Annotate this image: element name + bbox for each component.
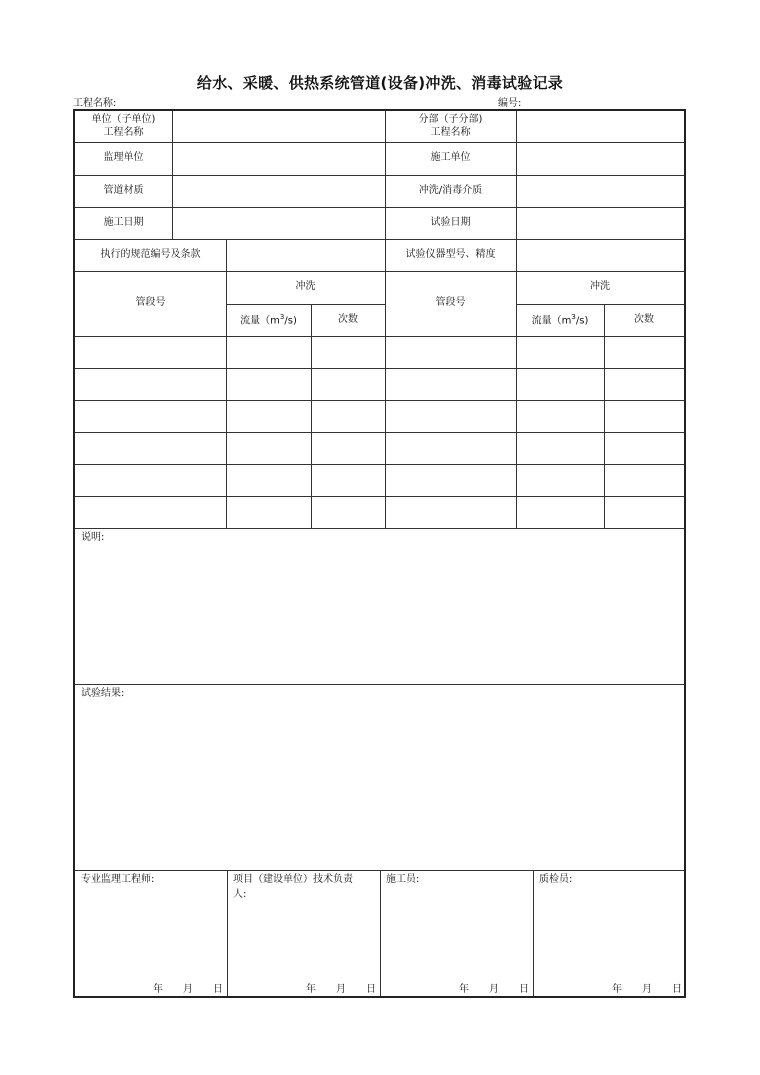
- sub-project-value[interactable]: [516, 111, 684, 142]
- date-month: 月: [642, 984, 652, 995]
- owner-tech-label-line1: 项目（建设单位）技术负责: [233, 874, 353, 885]
- flow-header-suffix: /s): [575, 314, 589, 326]
- construction-unit-value[interactable]: [516, 142, 684, 175]
- column-divider: [380, 870, 381, 996]
- flush-medium-value[interactable]: [516, 175, 684, 207]
- unit-project-label: [75, 111, 172, 142]
- sub-project-label-line1: 分部（子分部): [418, 114, 483, 125]
- flush-medium-label: 冲洗/消毒介质: [418, 184, 483, 196]
- row-divider: [75, 400, 684, 401]
- date-year: 年: [153, 984, 163, 995]
- form-title: 给水、采暖、供热系统管道(设备)冲洗、消毒试验记录: [196, 74, 564, 92]
- flush-header: 冲洗: [295, 281, 316, 293]
- column-divider: [533, 870, 534, 996]
- row-divider: [75, 432, 684, 433]
- sub-project-label-line2: 工程名称: [430, 126, 471, 138]
- construction-date-label: 施工日期: [103, 216, 144, 228]
- row-divider: [75, 336, 684, 337]
- inspector-signature-label: 质检员:: [539, 874, 573, 885]
- date-day: 日: [366, 984, 376, 995]
- owner-tech-label-line2: 人:: [233, 888, 247, 900]
- pipe-material-value[interactable]: [172, 175, 385, 207]
- result-area[interactable]: [75, 684, 684, 870]
- serial-number-label: 编号:: [498, 98, 522, 109]
- standard-label: 执行的规范编号及条款: [100, 248, 201, 260]
- date-month: 月: [183, 984, 193, 995]
- supervisor-date: [153, 983, 223, 998]
- flow-header-prefix: 流量（m: [531, 314, 572, 326]
- date-day: 日: [213, 984, 223, 995]
- notes-area[interactable]: [75, 528, 684, 684]
- test-date-value[interactable]: [516, 207, 684, 239]
- times-header: 次数: [338, 313, 358, 325]
- supervision-unit-label: 监理单位: [103, 152, 144, 164]
- owner-tech-signature-label: [233, 873, 377, 902]
- row-divider: [75, 464, 684, 465]
- date-year: 年: [306, 984, 316, 995]
- test-date-label: 试验日期: [430, 216, 471, 228]
- record-form: [73, 109, 686, 998]
- date-day: 日: [672, 984, 682, 995]
- owner-tech-date: [306, 983, 376, 998]
- row-divider: [75, 496, 684, 497]
- unit-project-label-line1: 单位（子单位): [91, 114, 156, 125]
- date-day: 日: [519, 984, 529, 995]
- project-name-label: 工程名称:: [73, 98, 117, 109]
- column-divider: [311, 304, 312, 528]
- row-divider: [75, 368, 684, 369]
- column-divider: [604, 304, 605, 528]
- pipe-material-label: 管道材质: [103, 184, 144, 196]
- construction-date-value[interactable]: [172, 207, 385, 239]
- flow-header-exponent: 3: [279, 312, 285, 321]
- result-label: 试验结果:: [81, 688, 125, 699]
- instrument-label: 试验仪器型号、精度: [405, 248, 496, 260]
- standard-value[interactable]: [226, 239, 385, 271]
- unit-project-label-line2: 工程名称: [103, 126, 144, 138]
- date-year: 年: [612, 984, 622, 995]
- construction-unit-label: 施工单位: [430, 152, 471, 164]
- notes-label: 说明:: [81, 532, 105, 543]
- column-divider: [227, 870, 228, 996]
- sub-project-label: [385, 111, 516, 142]
- flow-header-suffix: /s): [284, 314, 297, 326]
- constructor-date: [459, 983, 529, 998]
- date-year: 年: [459, 984, 469, 995]
- pipe-section-header: 管段号: [135, 297, 166, 309]
- inspector-date: [612, 983, 682, 998]
- times-header: 次数: [634, 313, 654, 325]
- flow-header: [516, 304, 604, 336]
- constructor-signature-label: 施工员:: [386, 874, 420, 885]
- instrument-value[interactable]: [516, 239, 684, 271]
- flow-header-exponent: 3: [571, 312, 576, 321]
- pipe-section-header: 管段号: [435, 297, 466, 309]
- date-month: 月: [336, 984, 346, 995]
- flow-header: [226, 304, 311, 336]
- date-month: 月: [489, 984, 499, 995]
- supervisor-signature-label: 专业监理工程师:: [81, 874, 155, 885]
- supervision-unit-value[interactable]: [172, 142, 385, 175]
- flush-header: 冲洗: [590, 281, 610, 293]
- flow-header-prefix: 流量（m: [240, 314, 280, 326]
- unit-project-value[interactable]: [172, 111, 385, 142]
